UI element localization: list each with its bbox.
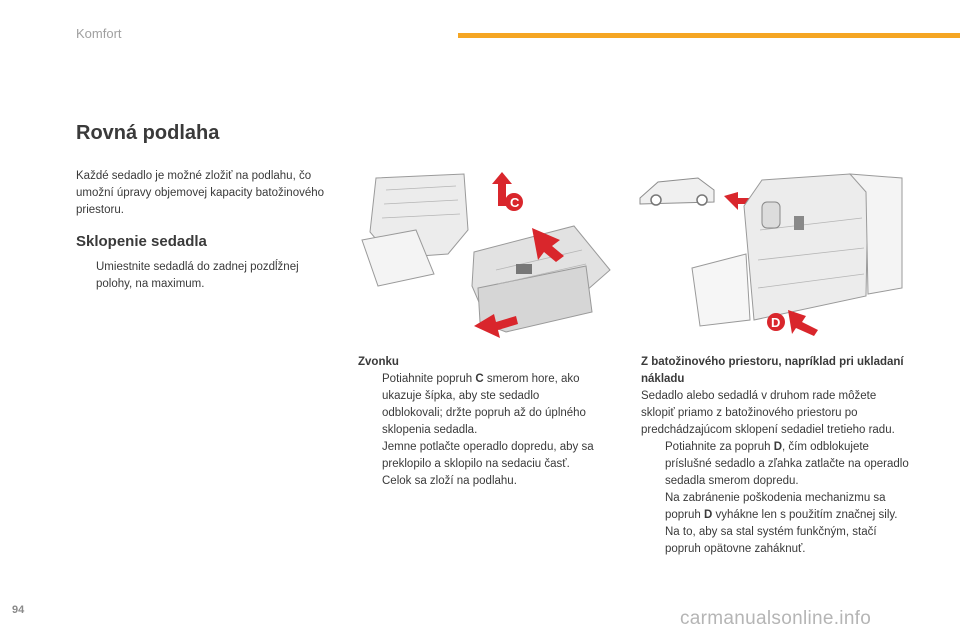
watermark: carmanualsonline.info (680, 608, 872, 629)
step-list (76, 259, 328, 293)
seat-fold-drawing (356, 170, 618, 342)
illustration-fold-trunk (636, 170, 904, 342)
trunk-note-text-a: Na zabránenie poškodenia mechanizmu sa popruh (665, 492, 886, 521)
outside-heading: Zvonku (358, 356, 399, 368)
illustration-fold-outside (356, 170, 618, 342)
headrest-shape (762, 202, 780, 228)
label-d: D (771, 315, 781, 330)
outside-step (358, 371, 598, 439)
trunk-heading: Z batožinového priestoru, napríklad pri ukladaní nákladu (641, 356, 904, 385)
floor-shape (692, 254, 750, 326)
trunk-step-text-b: , čím odblokujete príslušné sedadlo a zľahka zatlačte na operadlo sedadla smerom dopredu. (665, 441, 909, 487)
trunk-note (641, 490, 911, 558)
outside-note: Jemne potlačte operadlo dopredu, aby sa preklopilo a sklopilo na sedaciu časť. Celok sa zloží na podlahu. (382, 441, 594, 487)
outside-step-text-a: Potiahnite popruh (382, 373, 476, 385)
outside-instructions (358, 354, 598, 490)
label-c: C (510, 195, 520, 210)
key-d-note: D (704, 509, 713, 521)
strap-handle-shape (516, 264, 532, 274)
trunk-step-text-a: Potiahnite za popruh (665, 441, 774, 453)
intro-paragraph: Každé sedadlo je možné zložiť na podlahu, čo umožní úpravy objemovej kapacity batožinového priestoru. (76, 170, 325, 216)
trunk-intro: Sedadlo alebo sedadlá v druhom rade môžete sklopiť priamo z batožinového priestoru po predchádzajúcom sklopení sedadiel tretieho radu. (641, 390, 895, 436)
header-accent-bar (458, 33, 960, 38)
step-text: Umiestnite sedadlá do zadnej pozdĺžnej polohy, na maximum. (96, 261, 299, 290)
page-number: 94 (12, 604, 25, 616)
car-wheel-front (651, 195, 661, 205)
section-title: Sklopenie sedadla (76, 233, 207, 250)
trunk-note-text-b: vyhákne len s použitím značnej sily. Na to, aby sa stal systém funkčným, stačí popruh opätovne zaháknuť. (665, 509, 898, 555)
arrow-pull-icon (788, 310, 818, 336)
page-title: Rovná podlaha (76, 122, 220, 144)
seat-latch-shape (794, 216, 804, 230)
key-c: C (475, 373, 484, 385)
step-item (76, 259, 328, 293)
header-section-label: Komfort (76, 26, 122, 41)
key-d: D (773, 441, 783, 453)
trunk-instructions (641, 354, 911, 558)
trunk-step (641, 439, 911, 490)
seatback-rear-shape (744, 174, 868, 320)
trunk-fold-drawing (636, 170, 904, 342)
car-wheel-rear (697, 195, 707, 205)
outside-step-text-b: smerom hore, ako ukazuje šípka, aby ste sedadlo odblokovali; držte popruh až do úplného sklopenia sedadla. (382, 373, 586, 436)
